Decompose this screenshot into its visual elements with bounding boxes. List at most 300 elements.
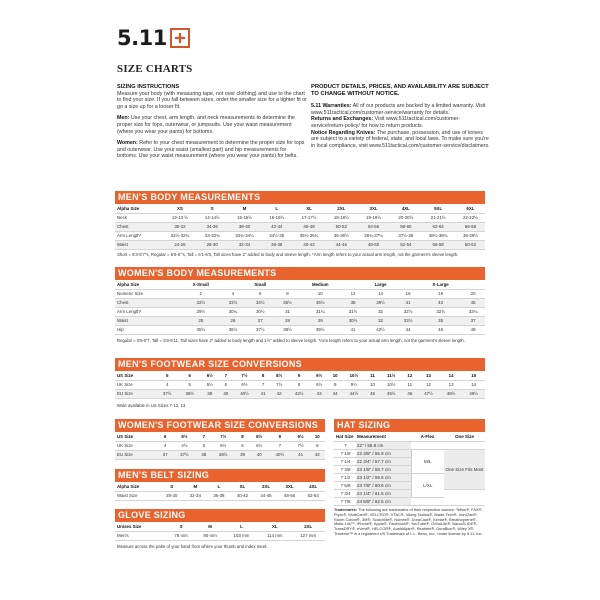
table-cell: 48½	[446, 391, 456, 396]
table-cell: 5	[202, 443, 206, 448]
header-cell: 6XL	[466, 205, 475, 211]
table-cell: 33½	[228, 300, 238, 305]
aflex-ml: M/L	[411, 449, 444, 473]
table-cell: 12	[426, 382, 431, 387]
header-cell: 8	[241, 433, 244, 439]
table-cell: 8	[316, 443, 319, 448]
table-cell: Waist	[117, 318, 128, 323]
table-cell: 5½	[206, 382, 213, 387]
table-cell: 40-42	[303, 242, 315, 247]
header-cell: Medium	[311, 281, 329, 287]
table-cell: 78 mm	[174, 533, 188, 538]
knives-block	[311, 130, 491, 150]
table-cell: 127 mm	[300, 533, 317, 538]
table-cell: 90 mm	[203, 533, 217, 538]
table-row	[115, 450, 325, 459]
table-cell: Chest	[117, 300, 129, 305]
hat-col-measurement: Measurement	[357, 433, 387, 439]
table-row	[334, 441, 485, 449]
table-cell: 13-13 ½	[171, 215, 188, 220]
table-cell: 38¼-38¾	[428, 233, 448, 238]
table-cell: 37	[470, 318, 476, 323]
header-cell: 12	[407, 372, 413, 378]
hat-col-onesize: One Size	[454, 433, 474, 439]
table-cell: 15-15½	[237, 215, 252, 220]
womens-body-header-row	[115, 280, 485, 289]
table-cell: 41	[260, 391, 266, 396]
hat-header-row	[334, 432, 485, 441]
table-row	[115, 441, 325, 450]
returns-block	[311, 116, 491, 129]
table-row	[115, 231, 485, 240]
table-cell: UK Size	[117, 443, 133, 448]
table-cell: 36-38	[271, 242, 283, 247]
mens-body-header: MEN'S BODY MEASUREMENTS	[115, 191, 485, 204]
table-cell: 16	[405, 291, 411, 296]
table-cell: 36¾-37¼	[364, 233, 383, 238]
table-cell: 43	[316, 391, 322, 396]
table-cell: 24 5/8" / 62.5 cm	[356, 498, 411, 506]
table-row	[115, 380, 485, 389]
table-cell: 10	[317, 291, 323, 296]
header-cell	[461, 280, 485, 289]
women-label: Women:	[117, 140, 138, 147]
table-cell: 44-46	[260, 493, 272, 498]
table-cell: 36-38	[213, 493, 225, 498]
header-cell: 8	[261, 372, 265, 378]
trademarks-label: Trademarks:	[334, 507, 358, 512]
table-cell: 22 3/8" / 56.8 cm	[356, 449, 411, 457]
header-cell: 9	[278, 433, 282, 439]
header-cell: US Size	[117, 372, 134, 378]
table-cell: 48	[470, 327, 476, 332]
header-cell	[276, 280, 300, 289]
header-cell: US Size	[117, 433, 134, 439]
table-cell: 7	[261, 382, 265, 387]
belt-header: MEN'S BELT SIZING	[115, 469, 325, 482]
table-cell: 38½	[283, 327, 292, 332]
table-cell: 7 5/8	[340, 483, 351, 489]
onesize-empty	[444, 441, 485, 449]
header-cell: 8½	[256, 433, 263, 439]
header-cell: 10½	[349, 372, 359, 378]
table-cell: 49½	[469, 391, 478, 396]
table-cell: 18-18½	[333, 215, 349, 220]
table-cell: 40-42	[236, 493, 249, 498]
table-cell: 40	[256, 452, 262, 457]
table-cell: 30½	[348, 318, 358, 323]
table-cell: 8	[297, 382, 301, 387]
header-cell: XL	[306, 205, 312, 211]
table-cell: 9	[333, 382, 337, 387]
header-cell: 11½	[387, 372, 396, 378]
table-row	[115, 325, 485, 334]
table-row	[115, 240, 485, 249]
table-cell: 26	[230, 318, 236, 323]
table-cell: 38	[201, 452, 207, 457]
table-cell: 47½	[424, 391, 433, 396]
table-cell: 32	[378, 309, 383, 314]
table-cell: 44-46	[335, 242, 347, 247]
table-cell: 37½	[180, 452, 189, 457]
header-cell: 15	[471, 372, 477, 378]
table-row	[334, 490, 485, 498]
table-cell: 6	[224, 382, 228, 387]
hat-col-aflex: A-Flex	[420, 433, 435, 439]
table-cell: 36½	[228, 327, 238, 332]
trademarks	[334, 508, 485, 537]
table-cell: 52-54	[400, 242, 412, 247]
header-cell: 10	[332, 372, 338, 378]
table-cell: Neck	[117, 215, 128, 220]
table-cell: 45	[370, 391, 375, 396]
table-cell: 46	[438, 327, 444, 332]
mens-body-table	[115, 204, 485, 250]
table-cell: 18	[438, 291, 444, 296]
table-cell: 23 1/2" / 59.6 cm	[356, 473, 411, 481]
table-cell: 14	[471, 382, 477, 387]
table-cell: 7 1/4	[340, 458, 351, 464]
table-cell: 4½	[181, 443, 188, 448]
table-cell: 41	[298, 452, 304, 457]
header-cell: M	[193, 483, 198, 489]
table-cell: 4	[231, 291, 235, 296]
header-cell: 2XL	[304, 523, 313, 529]
header-cell: 7	[224, 372, 228, 378]
table-cell: 12	[350, 291, 356, 296]
onesize-label: One Size Fits Most	[444, 449, 485, 489]
table-cell: 7 1/8	[340, 450, 351, 456]
hat-col-size: Hat Size	[336, 433, 354, 439]
table-cell: 6	[259, 291, 262, 296]
hat-header: HAT SIZING	[334, 419, 485, 432]
men-label: Men:	[117, 115, 130, 122]
table-cell: 7 7/8	[340, 499, 351, 505]
warranties-label: 5.11 Warranties:	[311, 103, 352, 110]
header-cell: 14	[448, 372, 454, 378]
table-cell: 8½	[316, 382, 323, 387]
header-cell: 3XL	[285, 483, 294, 489]
header-cell: Large	[374, 281, 387, 287]
header-cell: 7½	[220, 433, 227, 439]
table-cell: 66-68	[464, 224, 477, 229]
table-cell: 56-58	[432, 242, 444, 247]
table-cell: 39½	[315, 327, 325, 332]
table-cell: 35½	[196, 327, 206, 332]
table-cell: 10	[370, 382, 375, 387]
table-row	[115, 289, 485, 298]
womens-body-table	[115, 280, 485, 335]
table-cell: 35½	[283, 300, 292, 305]
table-cell: 40½	[275, 452, 285, 457]
table-cell: 114 mm	[267, 533, 283, 538]
belt-header-row	[115, 482, 325, 491]
header-cell: 13	[426, 372, 431, 378]
header-cell: L	[240, 523, 243, 529]
table-cell: 16-16½	[269, 215, 285, 220]
table-cell: 62-64	[432, 224, 444, 229]
women-text: Refer to your chest measurement to determine the proper size for tops and outerwear. Use your waist (smallest part) and hip measurements for bottoms. Use your waist measurement (where you wear your pants) for belts.	[117, 140, 305, 160]
glove-header-row	[115, 522, 325, 531]
warranties-text: All of our products are backed by a limited warranty. Visit www.511tactical.com/customer-service/warranty for details.	[311, 103, 486, 116]
table-cell: 7	[278, 443, 282, 448]
table-cell: 6½	[256, 443, 263, 448]
returns-label: Returns and Exchanges:	[311, 116, 374, 123]
table-cell: 39	[207, 391, 213, 396]
returns-text: Visit www.511tactical.com/customer-service/return-policy/ for how to return products.	[311, 116, 461, 129]
header-cell: 7½	[241, 372, 248, 378]
mens-body-note: Short = 5'3-5'7"s, Regular = 5'8-6'"s, Tall = 6'1-6'3, Tall sizes have 2" added to body and sleeve length. *Arm length refers to your actual arm length, not the garment's sleeve length.	[117, 252, 459, 257]
table-cell: 32½	[403, 309, 413, 314]
glove-header: GLOVE SIZING	[115, 509, 325, 522]
table-cell: 24-26	[174, 242, 186, 247]
header-cell: M	[208, 523, 212, 529]
table-cell: EU Size	[117, 391, 133, 396]
table-cell: 38	[350, 300, 356, 305]
table-cell: Men's	[117, 533, 129, 538]
table-cell: 38-40	[238, 224, 251, 229]
table-cell: 14-14½	[204, 215, 220, 220]
table-cell: 41	[350, 327, 356, 332]
table-cell: 31½	[348, 309, 358, 314]
table-cell: 44	[332, 391, 338, 396]
mens-foot-header-row	[115, 371, 485, 380]
table-cell: 34½-35	[269, 233, 285, 238]
header-cell: L	[217, 483, 221, 489]
table-cell: 37	[162, 452, 168, 457]
table-cell: 33½	[403, 318, 413, 323]
header-cell: Alpha Size	[117, 205, 140, 211]
men-text: Use your chest, arm length, and neck measurements to determine the proper size for tops, outerwear, or jumpsuits. Use your waist measurement (where you wear your pants) for bottoms.	[117, 115, 295, 135]
table-cell: 32	[378, 318, 383, 323]
header-cell: S	[179, 523, 183, 529]
header-cell: Alpha Size	[117, 281, 140, 287]
header-cell: S	[170, 483, 174, 489]
mens-foot-header: MEN'S FOOTWEAR SIZE CONVERSIONS	[115, 358, 485, 371]
table-cell: 50-52	[335, 224, 347, 229]
table-cell: 20	[470, 291, 476, 296]
table-cell: 20-20½	[398, 215, 414, 220]
table-cell: 44	[405, 327, 411, 332]
header-cell: 5	[165, 372, 169, 378]
warranties-block	[311, 103, 491, 116]
womens-foot-header-row	[115, 432, 325, 441]
trademarks-text: The following are trademarks of their respective owners: Teflon®, FAX®, Pryrn®, MultiCam®, VELCRO®, VTAC®, Viking Tactics®, Blade-Tech®, IronClad®, Storm Cotton®, 3M®, Scotchlite®, Nomex®, DuraClad®, Kevlar®, Breathoprene®, Molle-Lok™, iPhone®, Apple®, Facebook®, YouTube®, OrthoLite®, NanoGLIDE®, TransDRY®, eVent®, HELCOR®, AustriAlpin®, Realtree®, DuraBloc®, Wiley X®. Traverse™ is a registered US Trademark of L.L. Bean, Inc., under license by 5.11, Inc.	[334, 507, 483, 536]
glove-table	[115, 522, 325, 541]
table-cell: 39	[240, 452, 245, 457]
table-row	[115, 307, 485, 316]
table-cell: 33¼	[468, 309, 478, 314]
sizing-instructions	[117, 84, 307, 165]
table-cell: 7½	[276, 382, 283, 387]
table-cell: 52-54	[307, 493, 319, 498]
table-cell: 36-36½	[333, 233, 349, 238]
table-cell: 60-62	[464, 242, 477, 247]
table-cell: 27	[257, 318, 263, 323]
table-cell: 43	[438, 300, 444, 305]
table-row	[115, 222, 485, 231]
header-cell: 6½	[206, 372, 213, 378]
table-cell: 39-39½	[462, 233, 478, 238]
table-cell: 4	[165, 382, 169, 387]
table-cell: 32-34	[189, 493, 201, 498]
table-cell: 30½	[255, 309, 265, 314]
header-cell: L	[275, 205, 279, 211]
table-cell: 5	[188, 382, 191, 387]
table-cell: 33¾-34¼	[235, 233, 254, 238]
table-cell: 46	[407, 391, 413, 396]
table-cell: 38½	[185, 391, 195, 396]
table-cell: 31¼	[315, 309, 325, 314]
table-cell: 11	[407, 382, 413, 387]
onesize-empty	[444, 490, 485, 506]
table-cell: 54-56	[367, 224, 380, 229]
header-cell: 4XL	[309, 483, 318, 489]
womens-foot-table	[115, 432, 325, 460]
header-cell: XL	[239, 483, 246, 489]
belt-table	[115, 482, 325, 501]
table-cell: 7 3/8	[340, 466, 351, 472]
table-cell: 37½	[162, 391, 172, 396]
header-cell: 8½	[276, 372, 283, 378]
table-cell: 30-32	[174, 224, 186, 229]
table-cell: 58-60	[400, 224, 412, 229]
table-row	[115, 389, 485, 398]
page-title: SIZE CHARTS	[117, 63, 193, 75]
header-cell: 9½	[316, 372, 323, 378]
header-cell: 11	[370, 372, 375, 378]
table-cell: 9½	[350, 382, 357, 387]
mens-foot-note: Wide available in US Sizes 7-12, 13	[117, 403, 186, 408]
table-cell: 31	[285, 309, 290, 314]
table-cell: 17-17½	[301, 215, 317, 220]
table-cell: Arm Length*	[117, 233, 142, 238]
table-row	[115, 316, 485, 325]
header-cell: X-Large	[432, 281, 449, 287]
header-cell: 2XL	[261, 483, 271, 489]
table-cell: 42	[314, 452, 320, 457]
table-cell: 29	[317, 318, 323, 323]
table-cell: 23 1/8" / 58.7 cm	[356, 465, 411, 473]
table-cell: 32½	[196, 300, 206, 305]
table-cell: 22 3/4" / 57.7 cm	[356, 457, 411, 465]
table-cell: UK Size	[117, 382, 133, 387]
table-cell: 23 7/8" / 60.6 cm	[356, 481, 411, 489]
mens-body-header-row	[115, 204, 485, 213]
header-cell	[341, 280, 365, 289]
table-cell: 39½	[376, 300, 385, 305]
table-cell: 32¾	[436, 309, 445, 314]
womens-body-note: Regular = 5'5-5'7, Tall = 5'8-5'11, Tall sizes have 2" added to body length and 1½" added to sleeve length. *Arm length refers to your actual arm length, not the garment's sleeve length.	[117, 338, 465, 343]
table-cell: 34-36	[206, 224, 218, 229]
table-cell: 22-22½	[462, 215, 478, 220]
table-cell: 40½	[240, 391, 249, 396]
table-cell: 14	[378, 291, 383, 296]
availability-warning: PRODUCT DETAILS, PRICES, AND AVAILABILITY ARE SUBJECT TO CHANGE WITHOUT NOTICE.	[311, 84, 489, 97]
logo-text: 5.11	[117, 26, 167, 50]
table-cell: 42-44	[271, 224, 283, 229]
mens-foot-table	[115, 371, 485, 399]
header-cell: 3XL	[369, 205, 378, 211]
table-cell: 30¼	[228, 309, 238, 314]
table-cell: 29½	[196, 309, 206, 314]
table-cell: 7 1/2	[340, 474, 351, 480]
table-cell: 44½	[349, 391, 359, 396]
table-cell: 40	[223, 391, 229, 396]
table-cell: 28-30	[166, 493, 178, 498]
table-cell: 7½	[297, 443, 304, 448]
hat-table	[334, 432, 485, 506]
table-cell: 4	[163, 443, 167, 448]
table-cell: 36½	[315, 300, 325, 305]
instructions-intro: Measure your body (with measuring tape, not over clothing) and use to the chart to find your size. If you fall between sizes, order the smaller size for a tighter fit or go a size up for a looser fit.	[117, 90, 307, 110]
table-cell: 103 mm	[233, 533, 250, 538]
table-cell: 38½	[218, 452, 228, 457]
table-cell: 6½	[241, 382, 248, 387]
table-cell: 33-33¾	[204, 233, 220, 238]
table-cell: 42	[276, 391, 282, 396]
header-cell: 2XL	[337, 205, 346, 211]
table-cell: 45½	[386, 391, 396, 396]
womens-body-header: WOMEN'S BODY MEASUREMENTS	[115, 267, 485, 280]
header-cell: 7	[202, 433, 206, 439]
header-cell	[221, 280, 245, 289]
table-row	[115, 531, 325, 540]
header-cell: Unisex Size	[117, 523, 142, 529]
table-cell: 10½	[386, 382, 396, 387]
table-cell: 19-19½	[366, 215, 382, 220]
table-cell: 35	[438, 318, 444, 323]
table-cell: 13	[448, 382, 454, 387]
header-cell: 6	[163, 433, 167, 439]
table-cell: 21-21½	[430, 215, 446, 220]
instructions-heading: SIZING INSTRUCTIONS	[117, 84, 180, 90]
table-cell: 42½	[376, 327, 385, 332]
knives-label: Notice Regarding Knives:	[311, 129, 376, 136]
aflex-empty	[411, 441, 444, 449]
men-instructions	[117, 115, 307, 135]
table-cell: 37½-38	[398, 233, 414, 238]
header-cell: 4XL	[401, 205, 410, 211]
knives-text: The purchase, possession, and use of knives are subject to a variety of federal, state, and local laws. To make sure you're in local compliance, visit www.511tactical.com/customer-service/disclaimers.	[311, 129, 490, 149]
header-cell: Alpha Size	[117, 483, 140, 489]
table-cell: EU Size	[117, 452, 133, 457]
header-cell: 6	[188, 372, 191, 378]
glove-note: Measure across the palm of your hand from where your thumb and index meet.	[117, 544, 268, 549]
table-cell: 7 3/4	[340, 491, 351, 497]
header-cell: Small	[254, 281, 267, 287]
table-row	[115, 491, 325, 500]
header-cell: 6½	[181, 433, 188, 439]
table-row	[115, 213, 485, 222]
table-cell: 37½	[255, 327, 265, 332]
policies	[311, 84, 491, 149]
table-row	[334, 449, 485, 457]
table-cell: 42½	[294, 391, 304, 396]
header-cell: X-Small	[192, 281, 209, 287]
header-cell: 5XL	[434, 205, 443, 211]
table-cell: 25	[198, 318, 204, 323]
table-cell: 8	[286, 291, 289, 296]
table-cell: 24 1/4" / 61.5 cm	[356, 490, 411, 498]
aflex-lxl: L/XL	[411, 473, 444, 497]
table-cell: 6	[241, 443, 244, 448]
table-cell: Arm Length*	[117, 309, 142, 314]
table-cell: 35¼-35¾	[299, 233, 319, 238]
header-cell	[396, 280, 420, 289]
table-cell: 28-30	[206, 242, 218, 247]
aflex-empty	[411, 498, 444, 506]
